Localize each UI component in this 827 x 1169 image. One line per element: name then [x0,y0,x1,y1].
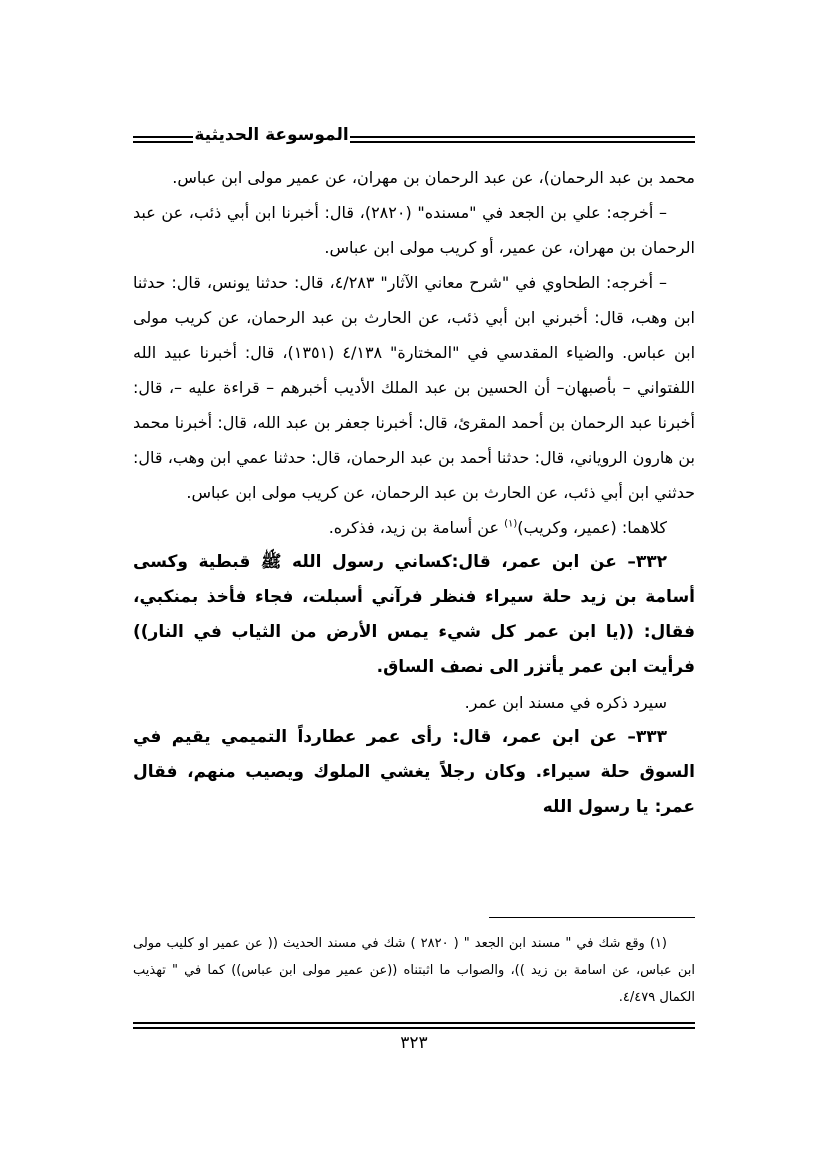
footer-rule [133,1022,695,1029]
footnote-ref-1[interactable]: (١) [504,518,518,530]
note-332: سيرد ذكره في مسند ابن عمر. [464,693,667,712]
footnotes [133,930,695,1011]
running-header [133,123,695,153]
header-rule-right [350,136,695,143]
page-number: ٣٢٣ [400,1033,428,1053]
hadith-332: ٣٣٢– عن ابن عمر، قال:كساني رسول الله ﷺ قبطية وكسى أسامة بن زيد حلة سيراء فنظر فرآني أسبلت، فجاء فأخذ بمنكبي، فقال: ((يا ابن عمر كل شيء يمس الأرض من الثياب في النار)) فرأيت ابن عمر يأتزر الى نصف الساق. [133,552,695,677]
footnote-1: (١) وقع شك في " مسند ابن الجعد " ( ٢٨٢٠ ) شك في مسند الحديث (( عن عمير او كليب مولى ابن عباس، عن اسامة بن زيد ))، والصواب ما اثبتناه ((عن عمير مولى ابن عباس)) كما في " تهذيب الكمال ٤/٤٧٩. [133,936,695,1005]
both-text-after: عن أسامة بن زيد، فذكره. [328,518,505,537]
both-text-before: كلاهما: (عمير، وكريب) [517,518,667,537]
footnote-separator [489,917,695,918]
body-text [133,160,695,825]
paragraph-both [133,510,695,545]
paragraph-ibn-al-jaad: – أخرجه: علي بن الجعد في "مسنده" (٢٨٢٠)، قال: أخبرنا ابن أبي ذئب، عن عبد الرحمان بن مهران، عن عمير، أو كريب مولى ابن عباس. [133,203,695,257]
header-rule-left [133,136,193,143]
hadith-333: ٣٣٣– عن ابن عمر، قال: رأى عمر عطارداً التميمي يقيم في السوق حلة سيراء. وكان رجلاً يغشي الملوك ويصيب منهم، فقال عمر: يا رسول الله [133,727,695,817]
header-title: الموسوعة الحديثية [194,125,349,145]
paragraph-continuation: محمد بن عبد الرحمان)، عن عبد الرحمان بن مهران، عن عمير مولى ابن عباس. [172,168,695,187]
paragraph-tahawi: – أخرجه: الطحاوي في "شرح معاني الآثار" ٤/٢٨٣، قال: حدثنا يونس، قال: حدثنا ابن وهب، قال: أخبرني ابن أبي ذئب، عن الحارث بن عبد الرحمان، عن كريب مولى ابن عباس. والضياء المقدسي في "المختارة" ٤/١٣٨ (١٣٥١)، قال: أخبرنا عبيد الله اللفتواني – بأصبهان– أن الحسين بن عبد الملك الأديب أخبرهم – قراءة عليه –، قال: أخبرنا عبد الرحمان بن أحمد المقرئ، قال: أخبرنا جعفر بن عبد الله، قال: أخبرنا محمد بن هارون الروياني، قال: حدثنا أحمد بن عبد الرحمان، قال: حدثنا عمي ابن وهب، قال: حدثني ابن أبي ذئب، عن الحارث بن عبد الرحمان، عن كريب مولى ابن عباس. [133,273,696,502]
